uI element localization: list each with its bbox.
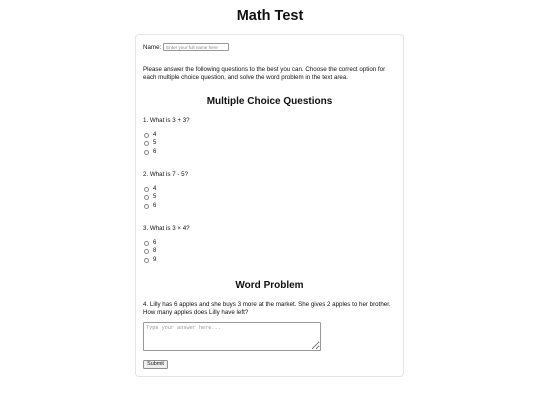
answer-textarea[interactable] (143, 322, 321, 351)
option-label: 6 (153, 240, 157, 246)
question-3-option-1[interactable] (144, 240, 156, 247)
question-3-text: 3. What is 3 × 4? (143, 225, 190, 232)
radio-button[interactable] (144, 258, 149, 263)
radio-button[interactable] (144, 133, 149, 138)
radio-button[interactable] (144, 241, 149, 246)
word-problem-heading: Word Problem (235, 280, 304, 291)
option-label: 8 (153, 248, 157, 254)
question-2-option-3[interactable] (144, 203, 156, 210)
option-label: 9 (153, 257, 157, 263)
question-2-option-1[interactable] (144, 186, 156, 193)
option-label: 6 (153, 149, 157, 155)
question-3-option-3[interactable] (144, 257, 156, 264)
radio-button[interactable] (144, 204, 149, 209)
word-problem-text: 4. Lilly has 6 apples and she buys 3 more at the market. She gives 2 apples to her brother. How many apples does Lilly have left? (143, 301, 391, 316)
radio-button[interactable] (144, 150, 149, 155)
radio-button[interactable] (144, 187, 149, 192)
question-2-option-2[interactable] (144, 194, 156, 201)
question-1-option-1[interactable] (144, 132, 156, 139)
radio-button[interactable] (144, 249, 149, 254)
option-label: 5 (153, 140, 157, 146)
radio-button[interactable] (144, 195, 149, 200)
option-label: 6 (153, 203, 157, 209)
name-row (143, 42, 229, 52)
question-1-option-3[interactable] (144, 149, 156, 156)
name-label: Name: (143, 43, 162, 51)
question-1-text: 1. What is 3 + 3? (143, 117, 190, 124)
question-2-text: 2. What is 7 - 5? (143, 171, 189, 178)
question-1-option-2[interactable] (144, 140, 156, 147)
question-3-option-2[interactable] (144, 248, 156, 255)
multiple-choice-heading: Multiple Choice Questions (206, 96, 333, 107)
name-input[interactable] (163, 43, 229, 51)
option-label: 5 (153, 194, 157, 200)
radio-button[interactable] (144, 141, 149, 146)
page-title: Math Test (236, 8, 304, 24)
option-label: 4 (153, 186, 157, 192)
option-label: 4 (153, 132, 157, 138)
submit-button[interactable]: Submit (143, 360, 168, 369)
instructions-text: Please answer the following questions to the best you can. Choose the correct option for each multiple choice question, and solve the word problem in the text area. (143, 66, 386, 81)
